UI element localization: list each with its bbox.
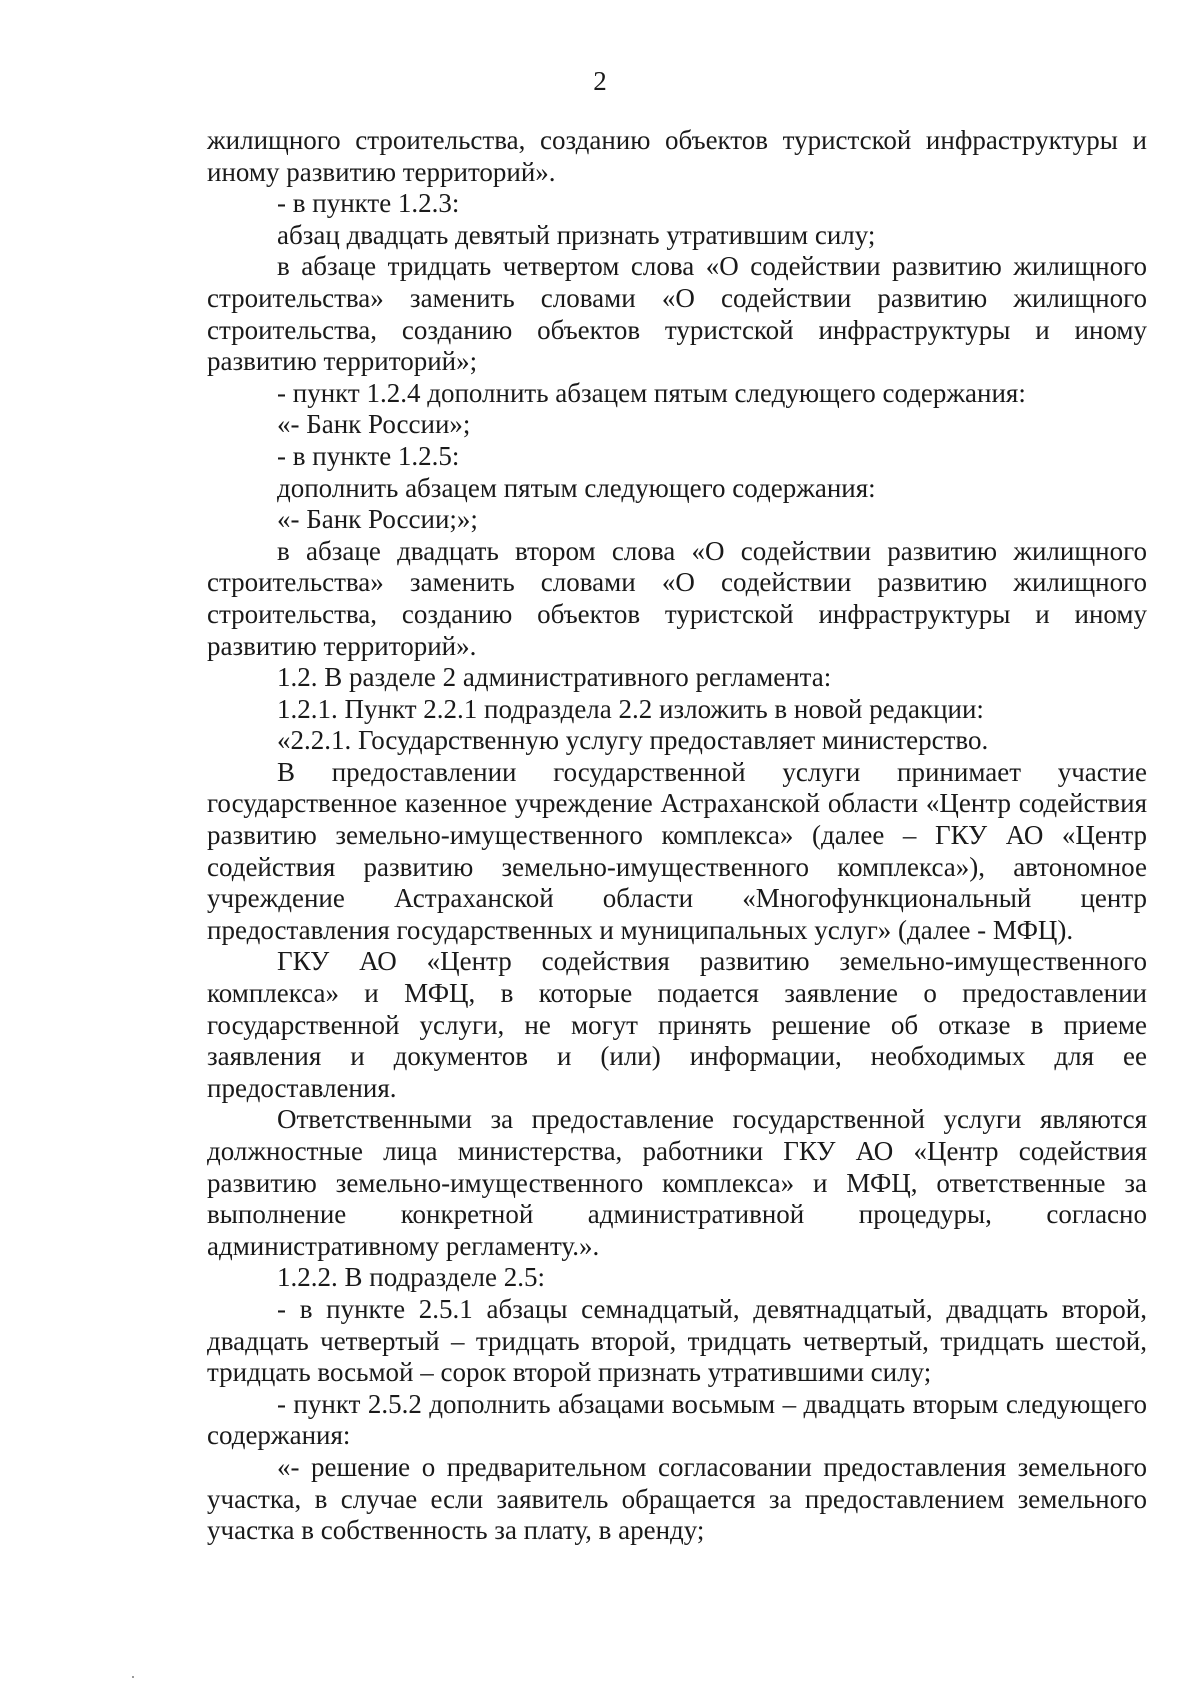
document-body [207, 125, 1147, 1547]
paragraph: «2.2.1. Государственную услугу предоставляет министерство. [277, 725, 989, 756]
scan-speck [132, 1676, 134, 1678]
paragraph: - пункт 1.2.4 дополнить абзацем пятым следующего содержания: [277, 377, 1026, 408]
paragraph: - в пункте 1.2.3: [277, 188, 460, 219]
paragraph: Ответственными за предоставление государственной услуги являются должностные лица министерства, работники ГКУ АО «Центр содействия развитию земельно-имущественного комплекса» и МФЦ, ответственные за выполнение конкретной административной процедуры, согласно административному регламенту.». [207, 1104, 1147, 1261]
paragraph: «- решение о предварительном согласовании предоставления земельного участка, в случае если заявитель обращается за предоставлением земельного участка в собственность за плату, в аренду; [207, 1451, 1147, 1546]
paragraph: 1.2.2. В подразделе 2.5: [277, 1262, 546, 1293]
paragraph: В предоставлении государственной услуги принимает участие государственное казенное учреждение Астраханской области «Центр содействия развитию земельно-имущественного комплекса» (далее – ГКУ АО «Центр содействия развитию земельно-имущественного комплекса»), автономное учреждение Астраханской области «Многофункциональный центр предоставления государственных и муниципальных услуг» (далее - МФЦ). [207, 756, 1147, 945]
paragraph: в абзаце тридцать четвертом слова «О содействии развитию жилищного строительства» заменить словами «О содействии развитию жилищного строительства, созданию объектов туристской инфраструктуры и иному развитию территорий»; [207, 251, 1147, 377]
paragraph: «- Банк России»; [277, 409, 471, 440]
paragraph: - в пункте 1.2.5: [277, 440, 460, 471]
paragraph: абзац двадцать девятый признать утратившим силу; [277, 219, 876, 250]
paragraph: - в пункте 2.5.1 абзацы семнадцатый, девятнадцатый, двадцать второй, двадцать четвертый – тридцать второй, тридцать четвертый, тридцать шестой, тридцать восьмой – сорок второй признать утратившими силу; [207, 1293, 1147, 1388]
paragraph: «- Банк России;»; [277, 504, 478, 535]
paragraph: - пункт 2.5.2 дополнить абзацами восьмым – двадцать вторым следующего содержания: [207, 1388, 1147, 1451]
paragraph: в абзаце двадцать втором слова «О содействии развитию жилищного строительства» заменить словами «О содействии развитию жилищного строительства, созданию объектов туристской инфраструктуры и иному развитию территорий». [207, 535, 1147, 661]
page-number: 2 [593, 66, 607, 96]
paragraph: дополнить абзацем пятым следующего содержания: [277, 472, 876, 503]
paragraph: 1.2. В разделе 2 административного регламента: [277, 662, 832, 693]
paragraph: жилищного строительства, созданию объектов туристской инфраструктуры и иному развитию территорий». [207, 125, 1147, 187]
paragraph: 1.2.1. Пункт 2.2.1 подраздела 2.2 изложить в новой редакции: [277, 693, 984, 724]
paragraph: ГКУ АО «Центр содействия развитию земельно-имущественного комплекса» и МФЦ, в которые подается заявление о предоставлении государственной услуги, не могут принять решение об отказе в приеме заявления и документов и (или) информации, необходимых для ее предоставления. [207, 946, 1147, 1103]
